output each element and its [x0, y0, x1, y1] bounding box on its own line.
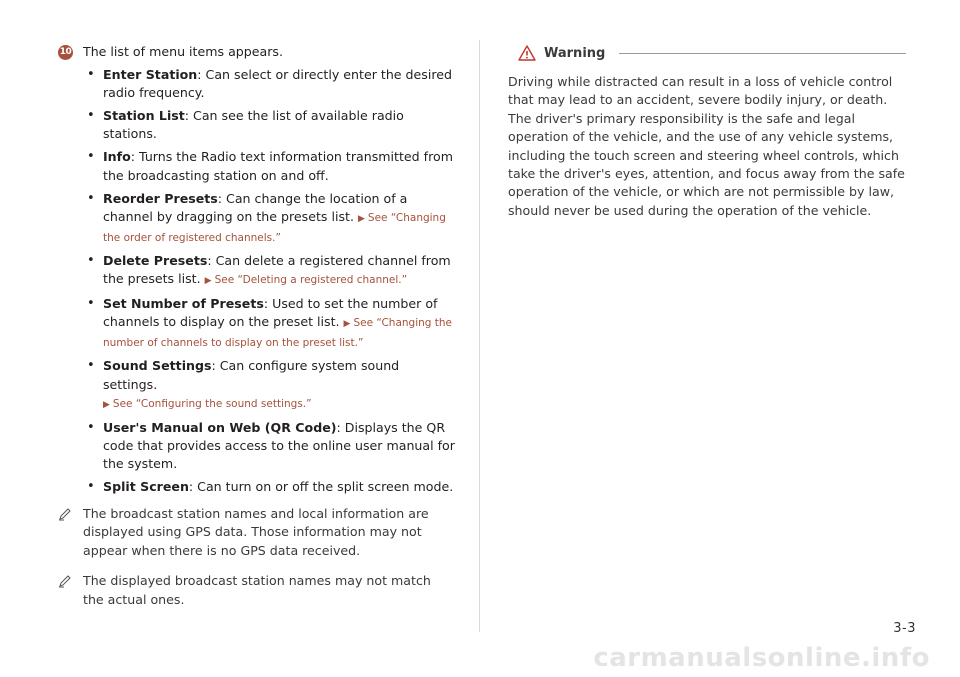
list-item: [83, 66, 455, 102]
triangle-right-icon: ▶: [204, 276, 212, 287]
watermark: carmanualsonline.info: [593, 643, 930, 673]
list-item: [83, 357, 455, 413]
pencil-note-icon: [58, 574, 72, 588]
list-item: [83, 107, 455, 143]
item-desc: : Can change the location of a channel by dragging on the presets list.: [103, 190, 408, 224]
item-term: Set Number of Presets: [103, 296, 264, 312]
list-item: [83, 478, 455, 496]
item-desc: : Can delete a registered channel from the presets list.: [103, 252, 451, 287]
item-term: Info: [103, 149, 131, 165]
cross-reference-link[interactable]: ▶ See “Changing the number of channels to display on the preset list.”: [103, 317, 453, 350]
item-desc: : Can configure system sound settings.: [103, 358, 400, 392]
item-desc: : Can see the list of available radio stations.: [103, 107, 404, 142]
item-desc: : Turns the Radio text information transmitted from the broadcasting station on and off.: [103, 149, 453, 183]
warning-rule: [619, 53, 906, 54]
triangle-right-icon: ▶: [357, 213, 365, 224]
item-term: Reorder Presets: [103, 190, 218, 206]
item-term: Delete Presets: [103, 252, 208, 268]
warning-body: Driving while distracted can result in a loss of vehicle control that may lead to an accident, severe bodily injury, or death. The driver's primary responsibility is the safe and legal operation of the vehicle, and the use of any vehicle systems, including the touch screen and steering wheel controls, which take the driver's eyes, attention, and focus away from the safe operation of the vehicle, or which are not permissible by law, should never be used during the operation of the vehicle.: [508, 74, 905, 218]
page-number: 3-3: [893, 621, 916, 636]
step-10: [58, 43, 453, 62]
item-desc: : Displays the QR code that provides access to the online user manual for the system.: [103, 419, 455, 472]
pencil-note-icon: [58, 507, 72, 521]
warning-header: [508, 43, 906, 63]
cross-reference-link[interactable]: ▶ See “Changing the order of registered channels.”: [103, 211, 446, 244]
step-text: The list of menu items appears.: [83, 44, 283, 59]
item-desc: : Used to set the number of channels to display on the preset list.: [103, 296, 438, 330]
note: [58, 505, 453, 561]
triangle-right-icon: ▶: [343, 319, 351, 330]
cross-reference-link[interactable]: ▶ See “Deleting a registered channel.”: [204, 274, 408, 287]
item-term: User's Manual on Web (QR Code): [103, 419, 337, 435]
item-term: Sound Settings: [103, 358, 212, 374]
cross-reference-link[interactable]: ▶ See “Configuring the sound settings.”: [103, 397, 312, 410]
step-number-badge: 10: [58, 45, 73, 60]
warning-title: Warning: [544, 45, 606, 61]
column-divider: [479, 40, 480, 632]
list-item: [83, 419, 455, 474]
left-column: [58, 43, 453, 622]
item-term: Split Screen: [103, 479, 189, 495]
notes-section: [58, 505, 453, 610]
note-text: The broadcast station names and local information are displayed using GPS data. Those information may not appear when there is no GPS data received.: [83, 505, 429, 558]
triangle-right-icon: ▶: [103, 399, 110, 410]
list-item: [83, 190, 455, 247]
item-desc: : Can select or directly enter the desired radio frequency.: [103, 66, 453, 100]
item-term: Enter Station: [103, 66, 198, 82]
menu-items-list: [58, 66, 453, 497]
note: [58, 572, 453, 609]
note-text: The displayed broadcast station names may not match the actual ones.: [83, 573, 431, 607]
right-column: [508, 43, 906, 220]
item-desc: : Can turn on or off the split screen mode.: [188, 479, 454, 495]
list-item: [83, 295, 455, 352]
item-term: Station List: [103, 107, 185, 123]
warning-triangle-icon: [518, 45, 536, 61]
list-item: [83, 148, 455, 184]
list-item: [83, 252, 455, 290]
